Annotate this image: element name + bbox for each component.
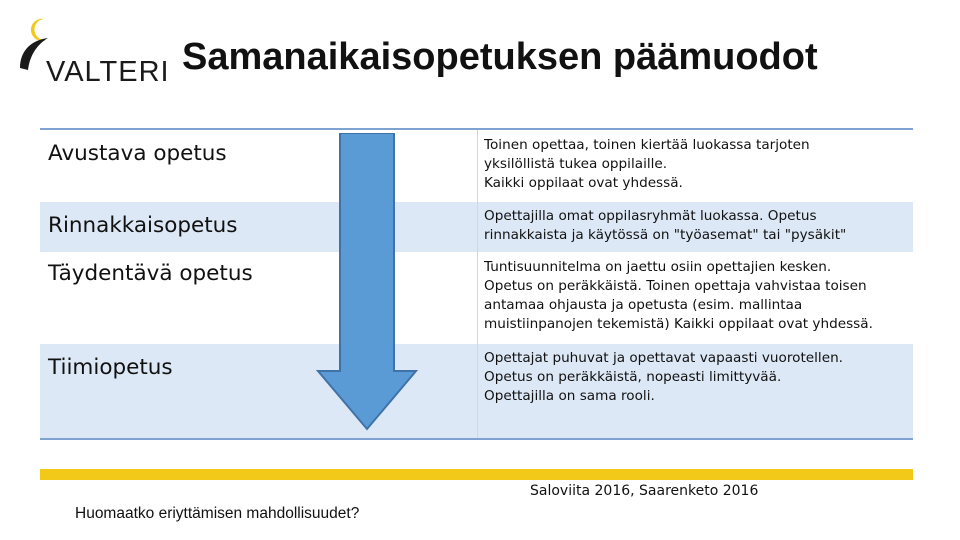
footnote-question: Huomaatko eriyttämisen mahdollisuudet? (75, 505, 360, 522)
form-name: Täydentävä opetus (48, 261, 253, 286)
column-separator (477, 130, 478, 438)
table-bottom-border (40, 438, 913, 440)
form-name: Tiimiopetus (48, 355, 173, 380)
citation: Saloviita 2016, Saarenketo 2016 (530, 483, 759, 499)
form-description: Opettajat puhuvat ja opettavat vapaasti vuorotellen. Opetus on peräkkäistä, nopeasti limittyvää. Opettajilla on sama rooli. (484, 350, 843, 404)
form-description: Opettajilla omat oppilasryhmät luokassa. Opetus rinnakkaista ja käytössä on "työasemat" tai "pysäkit" (484, 208, 847, 243)
form-name: Rinnakkaisopetus (48, 213, 238, 238)
logo-text: VALTERI (46, 56, 170, 88)
footer-bar (40, 469, 913, 480)
page-title: Samanaikaisopetuksen päämuodot (182, 36, 818, 78)
down-arrow-icon (310, 133, 426, 433)
form-description: Tuntisuunnitelma on jaettu osiin opettajien kesken. Opetus on peräkkäistä. Toinen opettaja vahvistaa toisen antamaa ohjausta ja opetusta (esim. mallintaa muistiinpanojen tekemistä) Kaikki oppilaat ovat yhdessä. (484, 259, 873, 332)
form-description: Toinen opettaa, toinen kiertää luokassa tarjoten yksilöllistä tukea oppilaille. Kaikki oppilaat ovat yhdessä. (484, 137, 810, 191)
form-name: Avustava opetus (48, 141, 227, 166)
valteri-logo (18, 16, 170, 88)
